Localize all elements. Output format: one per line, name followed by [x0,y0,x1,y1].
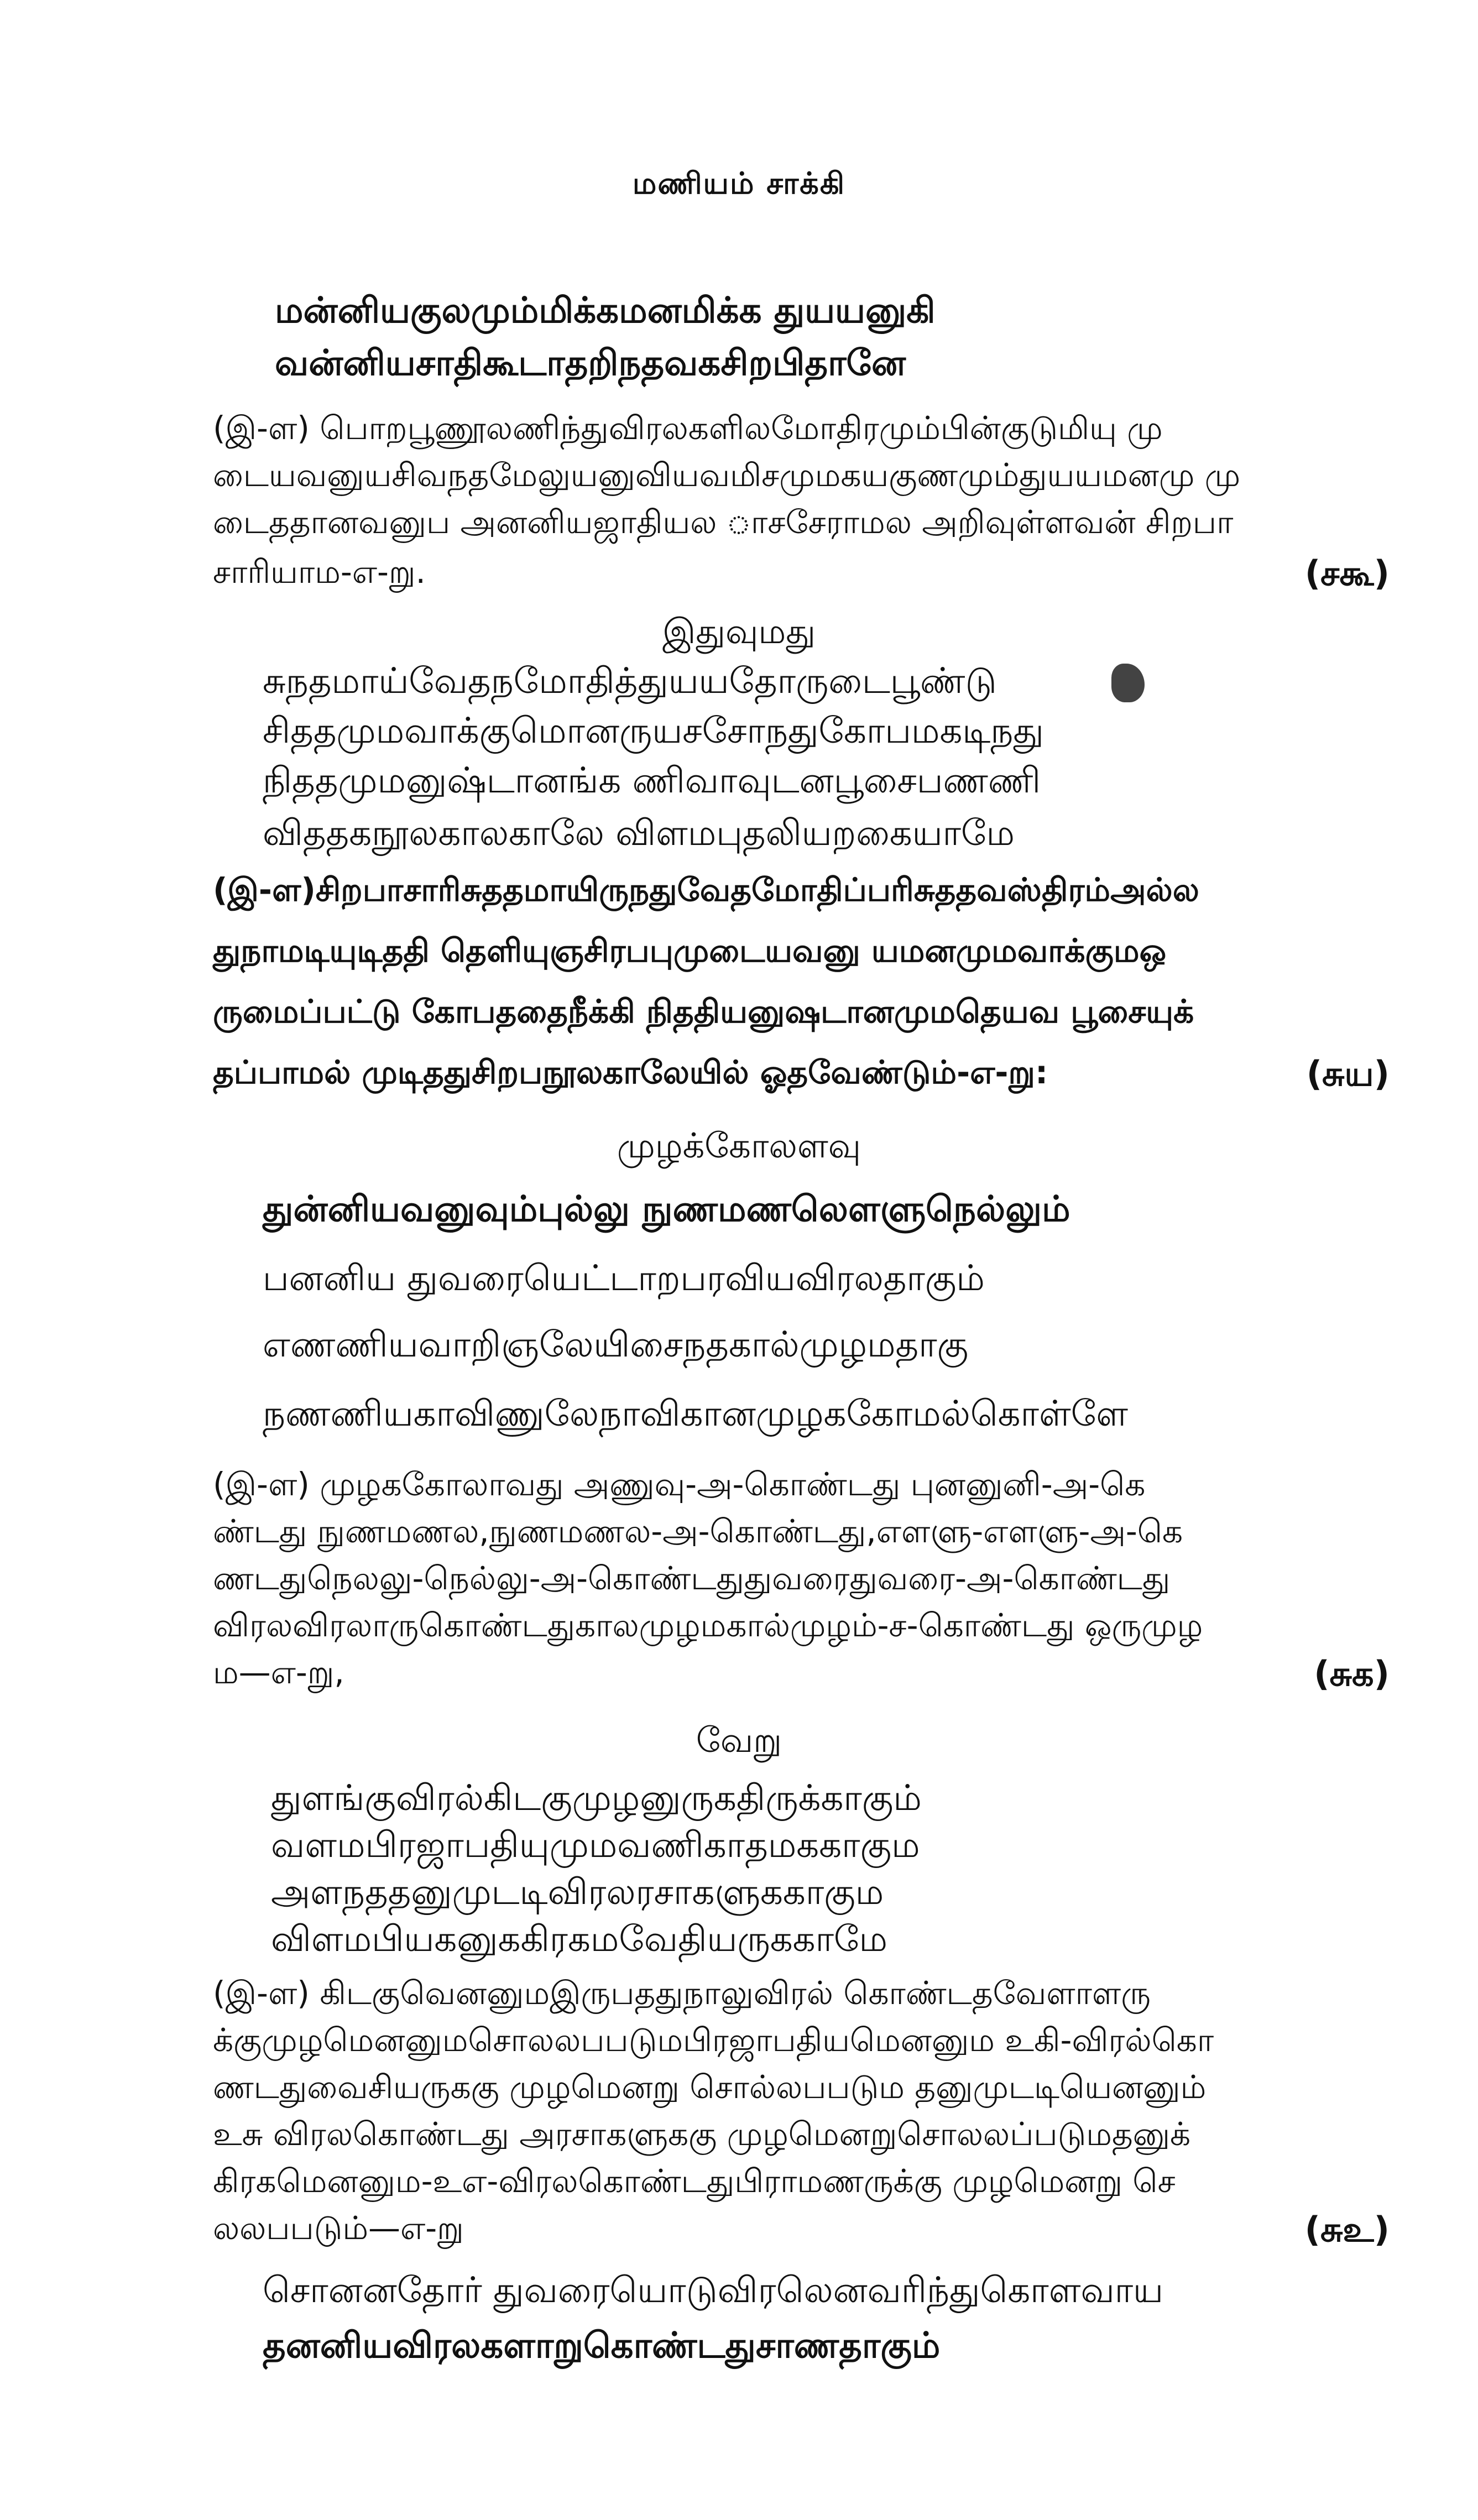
verse-line: அளநததனுமுடடிவிரலரசாகளுககாகும [271,1872,884,1913]
commentary-line: ணடதுநெலலு-நெல்லு-அ-கொண்டதுதுவரைதுவரை-அ-கொண்டது [213,1559,1171,1597]
commentary-line: (இ-ள) பொறபூணூலணிந்துவிரலகளிலமோதிரமும்பின்குடுமியு மு [213,409,1163,447]
verse-number: (சுய) [1306,1053,1390,1094]
commentary-line: விரலவிரலாருகொண்டதுகாலமுழமகால்முழம்-ச-கொண்டது ஒருமுழ [213,1606,1203,1644]
verse-line: நணணியகாவிணுலேநாவிகானமுழககோமல்கொள்ளே [263,1394,1128,1434]
verse-line: விளமபியகனுககிரகமவேதியருககாமே [271,1919,887,1960]
page-header: மணியம் சாக்கி [632,166,846,201]
commentary-line: (இ-ள) கிடகுவெனனுமஇருபததுநாலுவிரல் கொண்டதவேளாளரு [213,1974,1151,2012]
verse-line: சொனனதோர் துவரையொடுவிரலெனவரிந்துகொளவாய [263,2270,1164,2311]
verse-line: சுநதமாய்வேதநமோதித்துயயதோருடைபூண்டு [263,661,997,702]
commentary-line: தப்பாமல் முடிததுசிறபநூலகாலேயில் ஓதவேண்டும்-எ-று: [213,1053,1048,1091]
commentary-line: (இ-ள) முழககோலாவது அணுவு-அ-கொண்டது புனனுனி-அ-கெ [213,1465,1146,1503]
verse-line: பனனிய துவரையெட்டாறபரவியவிரலதாகும் [263,1258,985,1299]
section-subheading: இதுவுமது [662,611,816,651]
verse-line: விததகநூலகாலகாலே விளமபுதலியறகையாமே [263,813,1015,854]
commentary-line: க்குமுழமெனனுமசொலலபபடுமபிரஜாபதியமெனனும உகி-விரல்கொ [213,2021,1214,2059]
commentary-line: ண்டது நுணமணல,நுணமணல-அ-கொண்டது,எளளு-எளளு-அ-கெ [213,1512,1183,1550]
verse-line: மன்னியகுலமும்மிக்கமனமிக்க துயயனுகி [275,290,936,331]
commentary-line: ணடதுவைசியருககு முழமெனறு சொல்லபபடும தனுமுடடியெனனும் [213,2068,1207,2106]
verse-number: (சகூ) [1304,553,1390,593]
verse-number: (சுஉ) [1304,2209,1390,2250]
commentary-line: டைததானவனுப அனனியஜாதியல ாசசேராமல அறிவுள்ளவன் சிறபா [213,503,1234,541]
commentary-line: டையவனுயசிவநதமேலுயனுவியவமிசமுமகயகுணமும்துயயமனமு மு [213,456,1241,494]
verse-line: தனனியவிரலகளாறுகொண்டதுசாணதாகும் [263,2325,941,2366]
commentary-line: சாரியாம-எ-று. [213,553,426,591]
commentary-line: (இ-ள)சிறபாசாரிசுததமாயிருநதுவேதமோதிப்பரிசுததவஸ்திரம்அல்ல [213,871,1199,909]
verse-line: வளமபிரஜாபதியுமுமவணிகாதமககாகும [271,1825,920,1866]
section-subheading: வேறு [696,1720,782,1760]
commentary-line: லலபபடும்—எ-று [213,2209,464,2247]
commentary-line: ருமைப்பட்டு கோபததைநீக்கி நிததியனுஷடானமுமதெயவ பூசையுக் [213,993,1194,1030]
verse-line: துன்னியவனுவும்புல்லு நுணமணலெளளுநெல்லும் [263,1189,1070,1230]
commentary-line: கிரகமெனனும-உஎ-விரலகொண்டதுபிராமணருக்கு முழமெனறு செ [213,2162,1176,2200]
section-subheading: முழக்கோலளவு [617,1125,861,1166]
commentary-line: உசு விரலகொண்டது அரசாகளுககு முழமெனறுசொலலப்படுமதனுக் [213,2115,1191,2153]
commentary-line: ம—எ-று, [213,1653,344,1691]
verse-line: நிததமுமனுஷ்டானங்க ணிவாவுடனபூசைபணணி [263,760,1041,801]
verse-line: எணணியவாறிஞலேயிசைநதகால்முழமதாகு [263,1324,969,1365]
verse-line: துளங்குவிரல்கிடகுமுழனுருகதிருக்காகும் [271,1778,922,1819]
commentary-line: துநாமடியுடிததி தெளியுஞசிரபபுமுடையவனு யமனமுமவாக்குமஒ [213,932,1167,969]
verse-line: வன்னியசாதிகூடாதறிநதவகசிறபிதானே [275,343,906,384]
verse-number: (சுக) [1314,1653,1390,1694]
ink-blot [1111,664,1145,702]
verse-line: சிததமுமவாக்குமொனருயசசோநதுகோபமகடிநது [263,711,1044,752]
